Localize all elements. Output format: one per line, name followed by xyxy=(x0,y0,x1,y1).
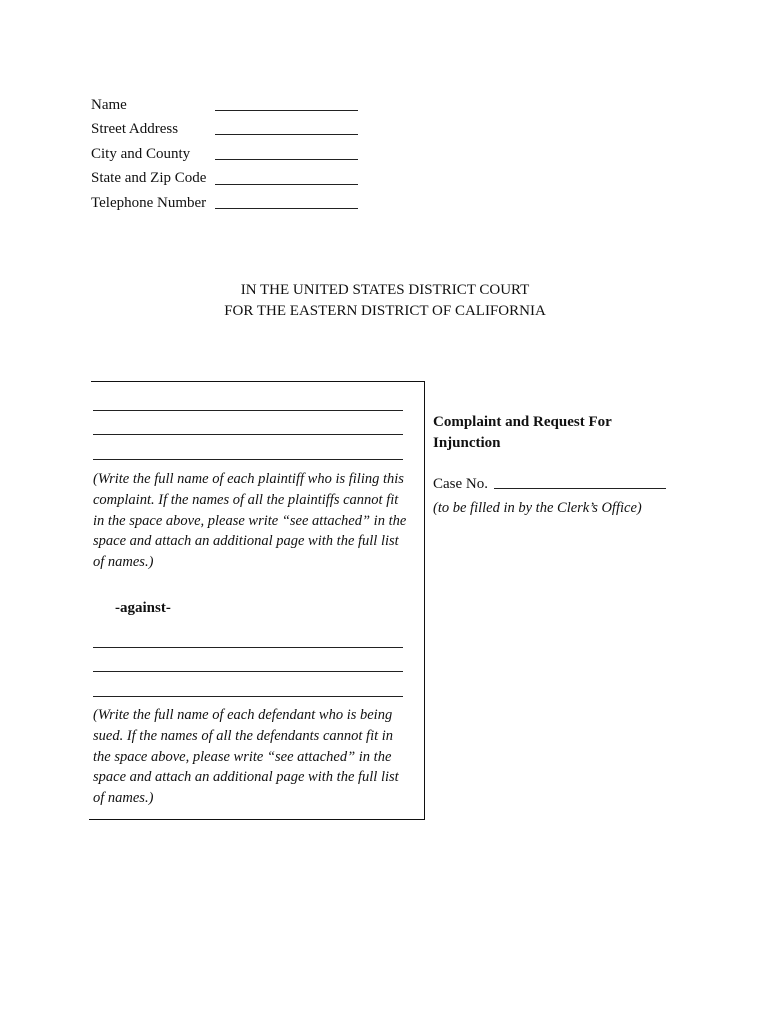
state-zip-label: State and Zip Code xyxy=(91,170,207,186)
plaintiff-name-line[interactable] xyxy=(93,434,403,435)
court-name-line1: IN THE UNITED STATES DISTRICT COURT xyxy=(240,282,530,298)
document-title: Complaint and Request For Injunction xyxy=(433,414,612,451)
plaintiff-name-line[interactable] xyxy=(93,459,403,460)
state-zip-blank[interactable] xyxy=(215,184,358,185)
telephone-blank[interactable] xyxy=(215,208,358,209)
street-address-blank[interactable] xyxy=(215,134,358,135)
telephone-label: Telephone Number xyxy=(91,195,207,211)
against-label: -against- xyxy=(115,600,171,616)
city-county-blank[interactable] xyxy=(215,159,358,160)
defendant-name-line[interactable] xyxy=(93,696,403,697)
plaintiff-instructions: (Write the full name of each plaintiff who is filing this complaint. If the names of all the plaintiffs cannot fit in the space above, please write “see attached” in the space and attach an additional page with the full list of names.) xyxy=(93,471,407,571)
defendant-instructions: (Write the full name of each defendant who is being sued. If the names of all the defendants cannot fit in the space above, please write “see attached” in the space and attach an additional page with the full list of names.) xyxy=(93,707,399,807)
name-label: Name xyxy=(91,97,127,113)
case-number-blank[interactable] xyxy=(494,488,666,489)
case-number-note: (to be filled in by the Clerk’s Office) xyxy=(433,500,642,516)
street-address-label: Street Address xyxy=(91,121,179,137)
defendant-name-line[interactable] xyxy=(93,671,403,672)
caption-bottom-border xyxy=(89,819,425,820)
city-county-label: City and County xyxy=(91,146,191,162)
caption-top-border xyxy=(91,381,425,382)
caption-right-border xyxy=(424,381,425,820)
defendant-name-line[interactable] xyxy=(93,647,403,648)
court-name-line2: FOR THE EASTERN DISTRICT OF CALIFORNIA xyxy=(224,303,546,319)
case-number-label: Case No. xyxy=(433,476,488,492)
name-blank[interactable] xyxy=(215,110,358,111)
plaintiff-name-line[interactable] xyxy=(93,410,403,411)
